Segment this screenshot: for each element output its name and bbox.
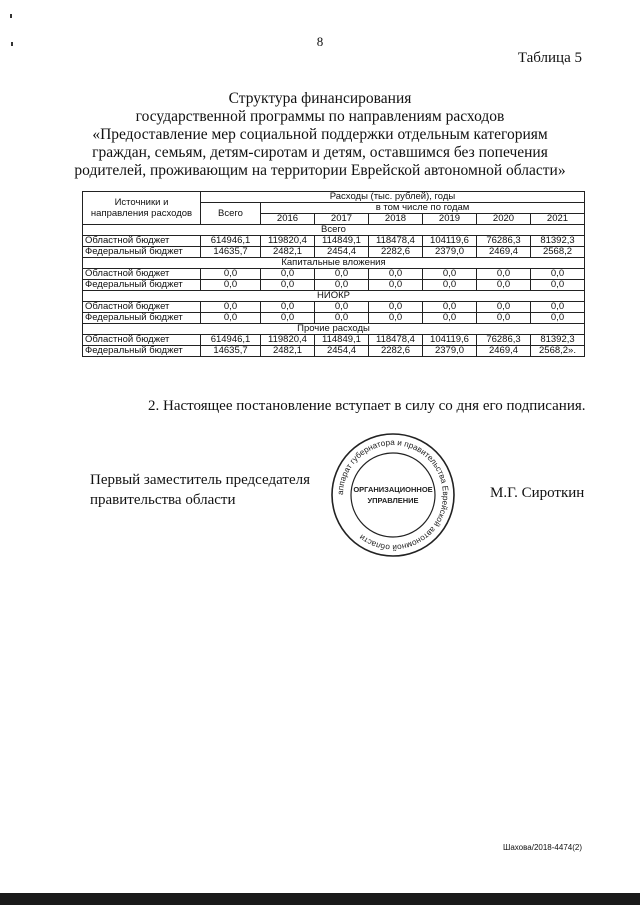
table-cell: 0,0 [261, 313, 315, 324]
table-cell: 118478,4 [369, 335, 423, 346]
table-cell: 0,0 [201, 269, 261, 280]
row-label: Федеральный бюджет [83, 346, 201, 357]
row-label: Областной бюджет [83, 236, 201, 247]
table-cell: 0,0 [531, 269, 585, 280]
table-cell: 2568,2». [531, 346, 585, 357]
table-cell: 0,0 [201, 280, 261, 291]
official-seal [328, 430, 458, 560]
table-cell: 0,0 [423, 302, 477, 313]
table-cell: 0,0 [477, 280, 531, 291]
table-cell: 0,0 [261, 280, 315, 291]
table-row [83, 335, 585, 346]
table-cell: 0,0 [315, 269, 369, 280]
table-cell: 0,0 [201, 302, 261, 313]
seal-center-line: УПРАВЛЕНИЕ [367, 496, 419, 505]
header-including: в том числе по годам [261, 203, 585, 214]
table-cell: 2482,1 [261, 247, 315, 258]
header-total: Всего [201, 203, 261, 225]
seal-ring-text: аппарат губернатора и правительства Еврейской автономной области [335, 437, 451, 553]
table-cell: 0,0 [423, 280, 477, 291]
table-cell: 2282,6 [369, 247, 423, 258]
table-cell: 0,0 [261, 269, 315, 280]
table-cell: 0,0 [261, 302, 315, 313]
table-cell: 2282,6 [369, 346, 423, 357]
financing-table [82, 191, 585, 357]
table-row [83, 302, 585, 313]
header-year: 2021 [531, 214, 585, 225]
row-label: Областной бюджет [83, 302, 201, 313]
table-cell: 81392,3 [531, 236, 585, 247]
table-label: Таблица 5 [517, 50, 582, 66]
table-cell: 2379,0 [423, 346, 477, 357]
table-cell: 119820,4 [261, 236, 315, 247]
table-cell: 0,0 [369, 313, 423, 324]
section-row [83, 291, 585, 302]
table-cell: 0,0 [315, 302, 369, 313]
table-cell: 0,0 [477, 269, 531, 280]
section-title: Прочие расходы [83, 324, 585, 335]
title-line: граждан, семьям, детям-сиротам и детям, оставшимся без попечения [92, 144, 548, 161]
table-body [83, 225, 585, 357]
title-line: «Предоставление мер социальной поддержки отдельным категориям [92, 126, 548, 143]
table-cell: 0,0 [315, 313, 369, 324]
table-cell: 14635,7 [201, 247, 261, 258]
section-title: НИОКР [83, 291, 585, 302]
row-label: Областной бюджет [83, 269, 201, 280]
header-year: 2018 [369, 214, 423, 225]
table-cell: 0,0 [423, 269, 477, 280]
table-cell: 0,0 [477, 302, 531, 313]
table-cell: 2568,2 [531, 247, 585, 258]
table-row [83, 346, 585, 357]
seal-inner-ring [351, 453, 435, 537]
table-cell: 0,0 [315, 280, 369, 291]
row-label: Федеральный бюджет [83, 247, 201, 258]
signatory-title-line: Первый заместитель председателя [90, 472, 310, 488]
clause-text: 2. Настоящее постановление вступает в силу со дня его подписания. [148, 398, 586, 414]
header-year: 2016 [261, 214, 315, 225]
title-line: родителей, проживающим на территории Еврейской автономной области» [74, 162, 566, 179]
table-cell: 76286,3 [477, 335, 531, 346]
header-year: 2017 [315, 214, 369, 225]
header-expenses: Расходы (тыс. рублей), годы [201, 192, 585, 203]
seal-center-line: ОРГАНИЗАЦИОННОЕ [353, 485, 433, 494]
section-row [83, 324, 585, 335]
scan-mark [10, 14, 12, 18]
table-row [83, 313, 585, 324]
table-row [83, 269, 585, 280]
title-line: государственной программы по направлениям расходов [135, 108, 505, 125]
document-title [60, 90, 580, 180]
table-cell: 2482,1 [261, 346, 315, 357]
table-row [83, 236, 585, 247]
table-cell: 2454,4 [315, 247, 369, 258]
table-cell: 104119,6 [423, 236, 477, 247]
table-cell: 114849,1 [315, 335, 369, 346]
table-row [83, 280, 585, 291]
table-cell: 0,0 [477, 313, 531, 324]
table-cell: 104119,6 [423, 335, 477, 346]
row-label: Областной бюджет [83, 335, 201, 346]
table-cell: 114849,1 [315, 236, 369, 247]
table-cell: 76286,3 [477, 236, 531, 247]
table-cell: 614946,1 [201, 335, 261, 346]
header-year: 2019 [423, 214, 477, 225]
table-row [83, 247, 585, 258]
table-cell: 0,0 [369, 269, 423, 280]
signatory-title-line: правительства области [90, 492, 236, 508]
table-cell: 0,0 [369, 302, 423, 313]
table-cell: 0,0 [423, 313, 477, 324]
table-cell: 0,0 [369, 280, 423, 291]
header-sources: Источники и направления расходов [83, 192, 201, 225]
table-cell: 2469,4 [477, 247, 531, 258]
table-cell: 81392,3 [531, 335, 585, 346]
table-cell: 118478,4 [369, 236, 423, 247]
section-title: Всего [83, 225, 585, 236]
table-cell: 119820,4 [261, 335, 315, 346]
table-cell: 0,0 [531, 302, 585, 313]
signatory-title [90, 470, 310, 510]
section-row [83, 225, 585, 236]
table-cell: 0,0 [201, 313, 261, 324]
table-cell: 14635,7 [201, 346, 261, 357]
seal-outer-ring [332, 434, 454, 556]
table-cell: 0,0 [531, 280, 585, 291]
table-cell: 614946,1 [201, 236, 261, 247]
table-cell: 0,0 [531, 313, 585, 324]
signatory-name: М.Г. Сироткин [490, 485, 585, 501]
row-label: Федеральный бюджет [83, 313, 201, 324]
table-cell: 2379,0 [423, 247, 477, 258]
header-year: 2020 [477, 214, 531, 225]
section-title: Капитальные вложения [83, 258, 585, 269]
row-label: Федеральный бюджет [83, 280, 201, 291]
section-row [83, 258, 585, 269]
table-cell: 2469,4 [477, 346, 531, 357]
scan-border [0, 893, 640, 905]
page-number: 8 [316, 34, 324, 49]
table-cell: 2454,4 [315, 346, 369, 357]
title-line: Структура финансирования [228, 90, 412, 107]
footer-code: Шахова/2018-4474(2) [502, 843, 582, 852]
